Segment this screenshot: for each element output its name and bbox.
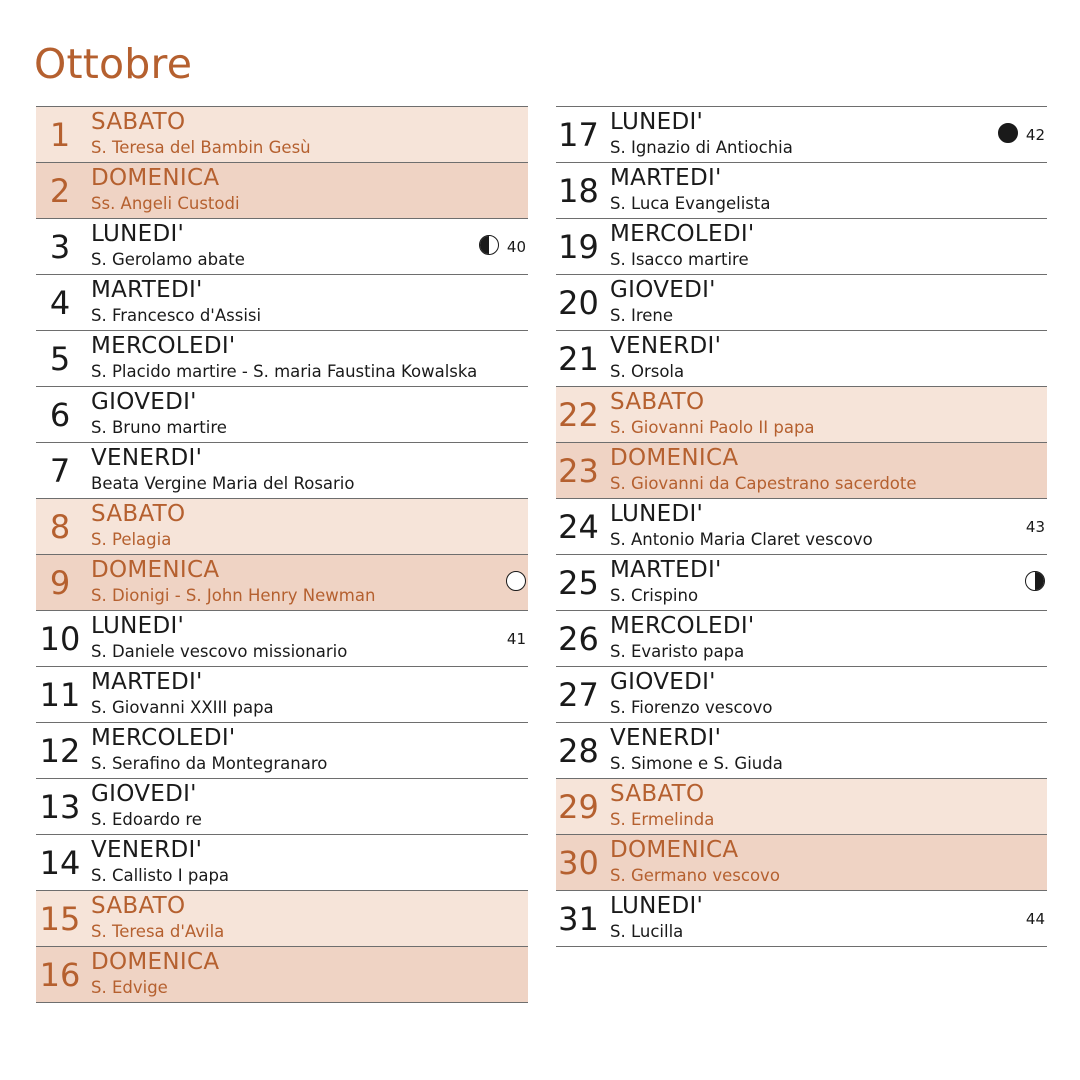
saint-name: S. Giovanni XXIII papa — [91, 698, 274, 717]
weekday-label: MARTEDI' — [610, 165, 722, 191]
weekday-label: MERCOLEDI' — [91, 725, 236, 751]
weekday-label: SABATO — [91, 109, 186, 135]
saint-name: Ss. Angeli Custodi — [91, 194, 240, 213]
saint-name: S. Edoardo re — [91, 810, 202, 829]
saint-name: S. Evaristo papa — [610, 642, 745, 661]
weekday-label: SABATO — [610, 389, 705, 415]
day-row — [36, 555, 528, 611]
saint-name: S. Fiorenzo vescovo — [610, 698, 773, 717]
day-row — [36, 331, 528, 387]
weekday-label: GIOVEDI' — [610, 277, 716, 303]
day-row — [36, 891, 528, 947]
weekday-label: DOMENICA — [91, 949, 220, 975]
day-row — [36, 611, 528, 667]
day-number: 4 — [49, 284, 71, 322]
weekday-label: GIOVEDI' — [610, 669, 716, 695]
saint-name: S. Antonio Maria Claret vescovo — [610, 530, 873, 549]
day-row — [36, 723, 528, 779]
day-row — [36, 779, 528, 835]
weekday-label: LUNEDI' — [610, 501, 704, 527]
saint-name: S. Dionigi - S. John Henry Newman — [91, 586, 376, 605]
day-row — [556, 499, 1047, 555]
saint-name: S. Teresa del Bambin Gesù — [91, 138, 311, 157]
day-row — [556, 779, 1047, 835]
day-number: 7 — [49, 452, 71, 490]
saint-name: S. Crispino — [610, 586, 699, 605]
days-column-right — [556, 106, 1047, 947]
day-number: 1 — [49, 116, 71, 154]
week-number: 40 — [506, 238, 526, 256]
weekday-label: DOMENICA — [610, 837, 739, 863]
day-row — [556, 107, 1047, 163]
moon-phase-last-quarter-icon — [1025, 571, 1045, 591]
day-row — [556, 835, 1047, 891]
day-number: 3 — [49, 228, 71, 266]
weekday-label: MERCOLEDI' — [610, 613, 755, 639]
saint-name: S. Ignazio di Antiochia — [610, 138, 793, 157]
saint-name: S. Callisto I papa — [91, 866, 230, 885]
saint-name: S. Placido martire - S. maria Faustina Kowalska — [91, 362, 478, 381]
weekday-label: MERCOLEDI' — [610, 221, 755, 247]
week-number: 44 — [1025, 910, 1045, 928]
saint-name: S. Pelagia — [91, 530, 172, 549]
saint-name: S. Irene — [610, 306, 674, 325]
day-row — [556, 723, 1047, 779]
day-number: 18 — [558, 172, 599, 210]
weekday-label: LUNEDI' — [91, 221, 185, 247]
moon-phase-new-icon — [998, 123, 1018, 143]
week-number: 42 — [1025, 126, 1045, 144]
weekday-label: VENERDI' — [91, 837, 203, 863]
day-row — [556, 667, 1047, 723]
day-number: 15 — [39, 900, 81, 938]
day-number: 24 — [558, 508, 599, 546]
weekday-label: MARTEDI' — [91, 669, 203, 695]
day-number: 5 — [49, 340, 71, 378]
day-row — [556, 891, 1047, 947]
day-number: 26 — [558, 620, 599, 658]
day-number: 25 — [558, 564, 599, 602]
weekday-label: MARTEDI' — [610, 557, 722, 583]
day-row — [556, 219, 1047, 275]
day-number: 11 — [39, 676, 81, 714]
weekday-label: VENERDI' — [91, 445, 203, 471]
day-number: 23 — [558, 452, 599, 490]
moon-phase-full-icon — [506, 571, 526, 591]
day-row — [556, 275, 1047, 331]
day-row — [36, 387, 528, 443]
day-number: 29 — [558, 788, 599, 826]
week-number: 43 — [1025, 518, 1045, 536]
saint-name: S. Ermelinda — [610, 810, 715, 829]
day-row — [556, 555, 1047, 611]
day-number: 10 — [39, 620, 81, 658]
day-row — [36, 107, 528, 163]
saint-name: S. Bruno martire — [91, 418, 227, 437]
week-number: 41 — [506, 630, 526, 648]
saint-name: S. Luca Evangelista — [610, 194, 771, 213]
day-row — [36, 163, 528, 219]
saint-name: S. Francesco d'Assisi — [91, 306, 262, 325]
day-number: 30 — [558, 844, 599, 882]
saint-name: Beata Vergine Maria del Rosario — [91, 474, 355, 493]
weekday-label: SABATO — [91, 501, 186, 527]
day-row — [36, 667, 528, 723]
saint-name: S. Simone e S. Giuda — [610, 754, 783, 773]
weekday-label: DOMENICA — [91, 557, 220, 583]
day-number: 19 — [558, 228, 599, 266]
day-number: 14 — [39, 844, 81, 882]
day-number: 13 — [39, 788, 81, 826]
day-number: 9 — [49, 564, 71, 602]
weekday-label: GIOVEDI' — [91, 389, 197, 415]
month-title: Ottobre — [34, 40, 193, 88]
weekday-label: DOMENICA — [610, 445, 739, 471]
weekday-label: SABATO — [610, 781, 705, 807]
saint-name: S. Isacco martire — [610, 250, 749, 269]
saint-name: S. Giovanni Paolo II papa — [610, 418, 815, 437]
weekday-label: GIOVEDI' — [91, 781, 197, 807]
day-row — [556, 443, 1047, 499]
saint-name: S. Orsola — [610, 362, 685, 381]
weekday-label: MARTEDI' — [91, 277, 203, 303]
saint-name: S. Germano vescovo — [610, 866, 780, 885]
day-row — [36, 275, 528, 331]
saint-name: S. Teresa d'Avila — [91, 922, 225, 941]
saint-name: S. Giovanni da Capestrano sacerdote — [610, 474, 917, 493]
day-number: 16 — [39, 956, 81, 994]
saint-name: S. Lucilla — [610, 922, 684, 941]
day-number: 22 — [558, 396, 599, 434]
day-number: 20 — [558, 284, 599, 322]
day-row — [36, 443, 528, 499]
day-number: 17 — [558, 116, 599, 154]
weekday-label: VENERDI' — [610, 333, 722, 359]
day-number: 28 — [558, 732, 599, 770]
saint-name: S. Edvige — [91, 978, 168, 997]
day-number: 21 — [558, 340, 599, 378]
moon-phase-first-quarter-icon — [479, 235, 499, 255]
day-row — [36, 947, 528, 1003]
weekday-label: SABATO — [91, 893, 186, 919]
day-number: 12 — [39, 732, 81, 770]
saint-name: S. Gerolamo abate — [91, 250, 245, 269]
day-row — [556, 611, 1047, 667]
saint-name: S. Serafino da Montegranaro — [91, 754, 328, 773]
day-row — [36, 219, 528, 275]
day-number: 31 — [558, 900, 599, 938]
weekday-label: LUNEDI' — [610, 109, 704, 135]
weekday-label: DOMENICA — [91, 165, 220, 191]
day-row — [556, 387, 1047, 443]
day-row — [556, 163, 1047, 219]
day-number: 2 — [49, 172, 71, 210]
day-row — [556, 331, 1047, 387]
weekday-label: VENERDI' — [610, 725, 722, 751]
saint-name: S. Daniele vescovo missionario — [91, 642, 348, 661]
day-row — [36, 499, 528, 555]
day-row — [36, 835, 528, 891]
day-number: 27 — [558, 676, 599, 714]
weekday-label: MERCOLEDI' — [91, 333, 236, 359]
weekday-label: LUNEDI' — [91, 613, 185, 639]
days-column-left — [36, 106, 528, 1003]
day-number: 8 — [49, 508, 71, 546]
weekday-label: LUNEDI' — [610, 893, 704, 919]
day-number: 6 — [49, 396, 71, 434]
